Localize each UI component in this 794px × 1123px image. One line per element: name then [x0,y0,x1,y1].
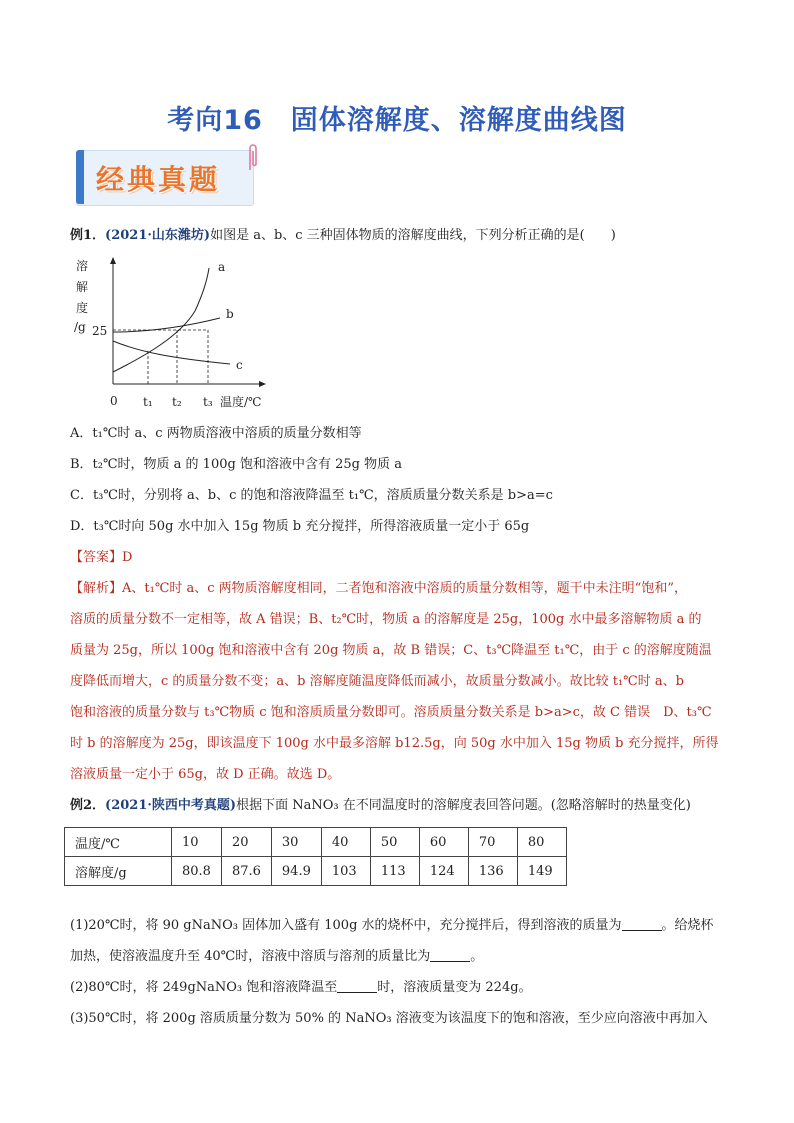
ex1-analysis-line-5: 饱和溶液的质量分数与 t₃℃物质 c 饱和溶质质量分数即可。溶质质量分数关系是 b>a>c，故 C 错误 D、t₃℃ [70,705,712,720]
section-banner [76,150,252,204]
ex2-question: 根据下面 NaNO₃ 在不同温度时的溶解度表回答问题。(忽略溶解时的热量变化) [236,798,691,813]
ex1-analysis-line-7: 溶液质量一定小于 65g，故 D 正确。故选 D。 [70,767,341,782]
table-row-temperature [65,828,567,857]
curve-c [113,341,230,364]
q1-text-d: 。 [470,949,484,964]
table-cell: 149 [517,857,566,886]
ex1-heading [70,226,730,246]
ex1-option-c: C．t₃℃时，分别将 a、b、c 的饱和溶液降温至 t₁℃，溶质质量分数关系是 b>a=c [70,488,553,503]
chart-ylabel-3: 度 [76,301,89,315]
q1-text-b: 。给烧杯 [661,918,714,933]
solubility-table [64,827,567,886]
ex2-q1-line-1 [70,916,730,936]
table-cell: 103 [321,857,370,886]
page-title: 考向16 固体溶解度、溶解度曲线图 [167,105,627,136]
curve-b-label: b [226,307,234,321]
answer-value: D [122,550,133,565]
table-cell: 溶解度/g [65,857,172,886]
answer-blank[interactable] [622,916,662,931]
curve-a [113,268,209,372]
chart-x-tick-t1: t₁ [143,395,153,409]
table-cell: 40 [321,828,370,857]
q2-text-b: 时，溶液质量变为 224g。 [377,980,532,995]
table-cell: 94.9 [271,857,321,886]
table-cell: 124 [419,857,468,886]
curve-c-label: c [236,358,243,372]
table-cell: 80.8 [172,857,222,886]
chart-ylabel-1: 溶 [76,259,89,273]
solubility-chart [70,256,290,416]
paperclip-icon [246,142,260,172]
table-cell: 113 [370,857,419,886]
answer-blank[interactable] [430,947,470,962]
table-cell: 136 [468,857,517,886]
chart-ylabel-4: /g [74,320,86,334]
banner-stripe [76,150,84,204]
table-row-solubility [65,857,567,886]
table-cell: 60 [419,828,468,857]
chart-y-tick-25: 25 [92,324,108,338]
ex2-q1-line-2 [70,947,730,967]
table-cell: 10 [172,828,222,857]
answer-label: 【答案】 [70,550,123,565]
ex1-analysis-line-4: 度降低而增大，c 的质量分数不变；a、b 溶解度随温度降低而减小，故质量分数减小。故比较 t₁℃时 a、b [70,674,684,689]
chart-y-arrow [110,257,116,264]
chart-x-tick-t3: t₃ [203,395,213,409]
chart-x-tick-t2: t₂ [172,395,182,409]
ex1-analysis-line-6: 时 b 的溶解度为 25g，即该温度下 100g 水中最多溶解 b12.5g，向 50g 水中加入 15g 物质 b 充分搅拌，所得 [70,736,719,751]
analysis-text-1: A、t₁℃时 a、c 两物质溶解度相同，二者饱和溶液中溶质的质量分数相等，题干中未注明“饱和”， [122,581,687,596]
ex1-label: 例1． [70,228,106,243]
ex1-source: (2021·山东潍坊) [105,228,211,243]
ex1-option-b: B．t₂℃时，物质 a 的 100g 饱和溶液中含有 25g 物质 a [70,457,402,472]
chart-origin: 0 [110,394,118,408]
ex1-option-d: D．t₃℃时向 50g 水中加入 15g 物质 b 充分搅拌，所得溶液质量一定小于 65g [70,519,530,534]
q1-text-a: (1)20℃时，将 90 gNaNO₃ 固体加入盛有 100g 水的烧杯中，充分搅拌后，得到溶液的质量为 [70,918,622,933]
ex2-source: (2021·陕西中考真题) [105,798,237,813]
ex1-question: 如图是 a、b、c 三种固体物质的溶解度曲线，下列分析正确的是( ) [210,228,616,243]
ex2-heading [70,796,730,816]
chart-x-arrow [259,381,266,387]
ex1-analysis-line-3: 质量为 25g，所以 100g 饱和溶液中含有 20g 物质 a，故 B 错误；C、t₃℃降温至 t₁℃，由于 c 的溶解度随温 [70,643,712,658]
chart-ylabel-2: 解 [76,280,89,294]
ex2-q2 [70,978,730,998]
curve-a-label: a [218,260,226,274]
q1-text-c: 加热，使溶液温度升至 40℃时，溶液中溶质与溶剂的质量比为 [70,949,431,964]
ex1-analysis-line-2: 溶质的质量分数不一定相等，故 A 错误；B、t₂℃时，物质 a 的溶解度是 25g，100g 水中最多溶解物质 a 的 [70,612,702,627]
ex1-analysis-line-1 [70,579,730,599]
ex1-option-a: A．t₁℃时 a、c 两物质溶液中溶质的质量分数相等 [70,426,362,441]
table-cell: 30 [271,828,321,857]
table-cell: 温度/℃ [65,828,172,857]
ex2-q3: (3)50℃时，将 200g 溶质质量分数为 50% 的 NaNO₃ 溶液变为该温度下的饱和溶液，至少应向溶液中再加入 [70,1011,708,1026]
ex1-answer [70,548,730,568]
table-cell: 87.6 [221,857,271,886]
table-cell: 20 [221,828,271,857]
table-cell: 50 [370,828,419,857]
table-cell: 70 [468,828,517,857]
answer-blank[interactable] [337,978,377,993]
banner-label: 经典真题 [96,163,221,196]
q2-text-a: (2)80℃时，将 249gNaNO₃ 饱和溶液降温至 [70,980,338,995]
chart-xlabel: 温度/℃ [220,395,262,409]
analysis-label: 【解析】 [70,581,123,596]
table-cell: 80 [517,828,566,857]
ex2-label: 例2． [70,798,106,813]
